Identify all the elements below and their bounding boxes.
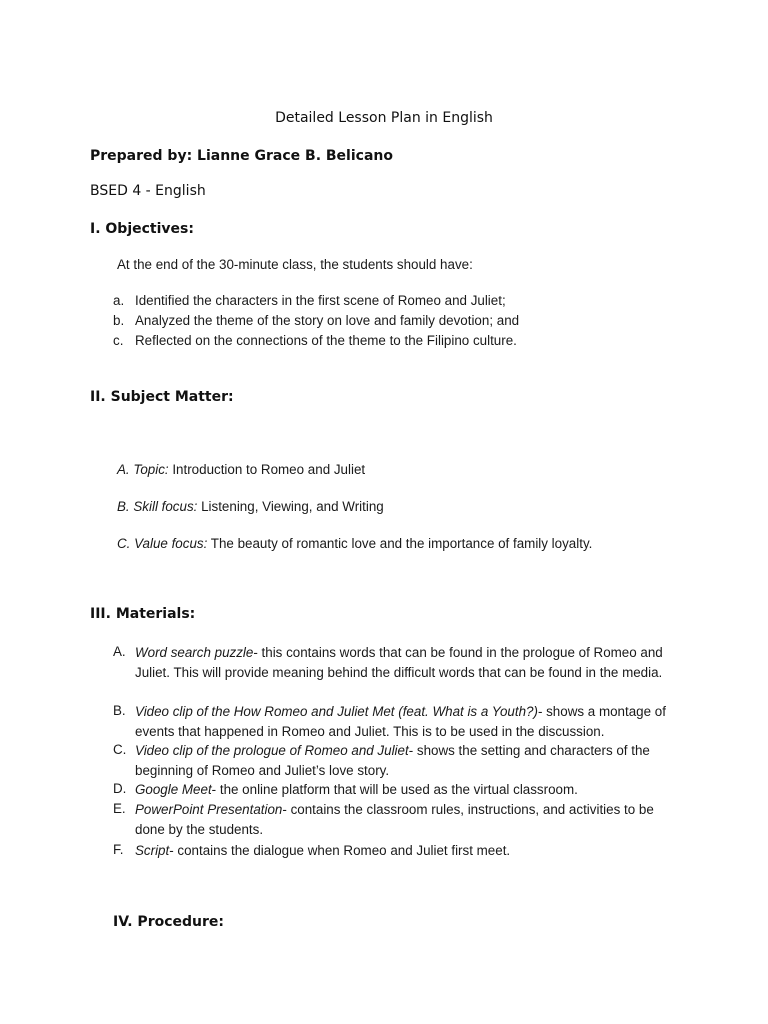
topic-value: Introduction to Romeo and Juliet	[168, 462, 366, 477]
list-item-marker: C.	[113, 742, 127, 757]
skill-focus-value: Listening, Viewing, and Writing	[197, 499, 384, 514]
list-item-marker: A.	[113, 644, 126, 659]
material-label: Word search puzzle	[135, 645, 254, 660]
program-label: BSED 4 - English	[90, 183, 206, 199]
materials-heading: III. Materials:	[90, 606, 196, 622]
list-item-marker: B.	[113, 703, 126, 718]
prepared-by: Prepared by: Lianne Grace B. Belicano	[90, 148, 393, 164]
list-item-marker: D.	[113, 781, 127, 796]
list-item-marker: c.	[113, 333, 124, 348]
list-item	[135, 741, 675, 780]
material-description: - contains the classroom rules, instructions, and activities to be done by the students.	[135, 802, 654, 837]
material-description: - the online platform that will be used as the virtual classroom.	[211, 782, 578, 797]
list-item	[135, 643, 675, 682]
subject-matter-heading: II. Subject Matter:	[90, 389, 234, 405]
document-title: Detailed Lesson Plan in English	[275, 110, 493, 126]
list-item-marker: b.	[113, 313, 125, 328]
list-item: Identified the characters in the first scene of Romeo and Juliet;	[135, 293, 506, 308]
procedure-heading: IV. Procedure:	[113, 914, 224, 930]
list-item	[117, 536, 592, 551]
material-label: Script	[135, 843, 170, 858]
list-item: Analyzed the theme of the story on love and family devotion; and	[135, 313, 520, 328]
value-focus-value: The beauty of romantic love and the importance of family loyalty.	[207, 536, 593, 551]
material-label: PowerPoint Presentation	[135, 802, 283, 817]
list-item-marker: E.	[113, 801, 126, 816]
material-description: - shows a montage of events that happened in Romeo and Juliet. This is to be used in the discussion.	[135, 704, 666, 739]
material-label: Google Meet	[135, 782, 212, 797]
material-description: - shows the setting and characters of the beginning of Romeo and Juliet’s love story.	[135, 743, 650, 778]
list-item	[135, 800, 675, 839]
list-item	[135, 780, 675, 800]
value-focus-label: C. Value focus:	[117, 536, 208, 551]
material-label: Video clip of the How Romeo and Juliet Met (feat. What is a Youth?)	[135, 704, 538, 719]
list-item	[117, 462, 365, 477]
skill-focus-label: B. Skill focus:	[117, 499, 198, 514]
topic-label: A. Topic:	[117, 462, 169, 477]
list-item-marker: F.	[113, 842, 124, 857]
list-item-marker: a.	[113, 293, 125, 308]
list-item: Reflected on the connections of the theme to the Filipino culture.	[135, 333, 517, 348]
material-description: - contains the dialogue when Romeo and Juliet first meet.	[169, 843, 511, 858]
objectives-intro: At the end of the 30-minute class, the students should have:	[117, 257, 473, 272]
list-item	[117, 499, 384, 514]
material-label: Video clip of the prologue of Romeo and Juliet	[135, 743, 409, 758]
material-description: - this contains words that can be found in the prologue of Romeo and Juliet. This will provide meaning behind the difficult words that can be found in the media.	[135, 645, 663, 680]
objectives-heading: I. Objectives:	[90, 221, 194, 237]
list-item	[135, 702, 675, 741]
list-item	[135, 841, 675, 861]
